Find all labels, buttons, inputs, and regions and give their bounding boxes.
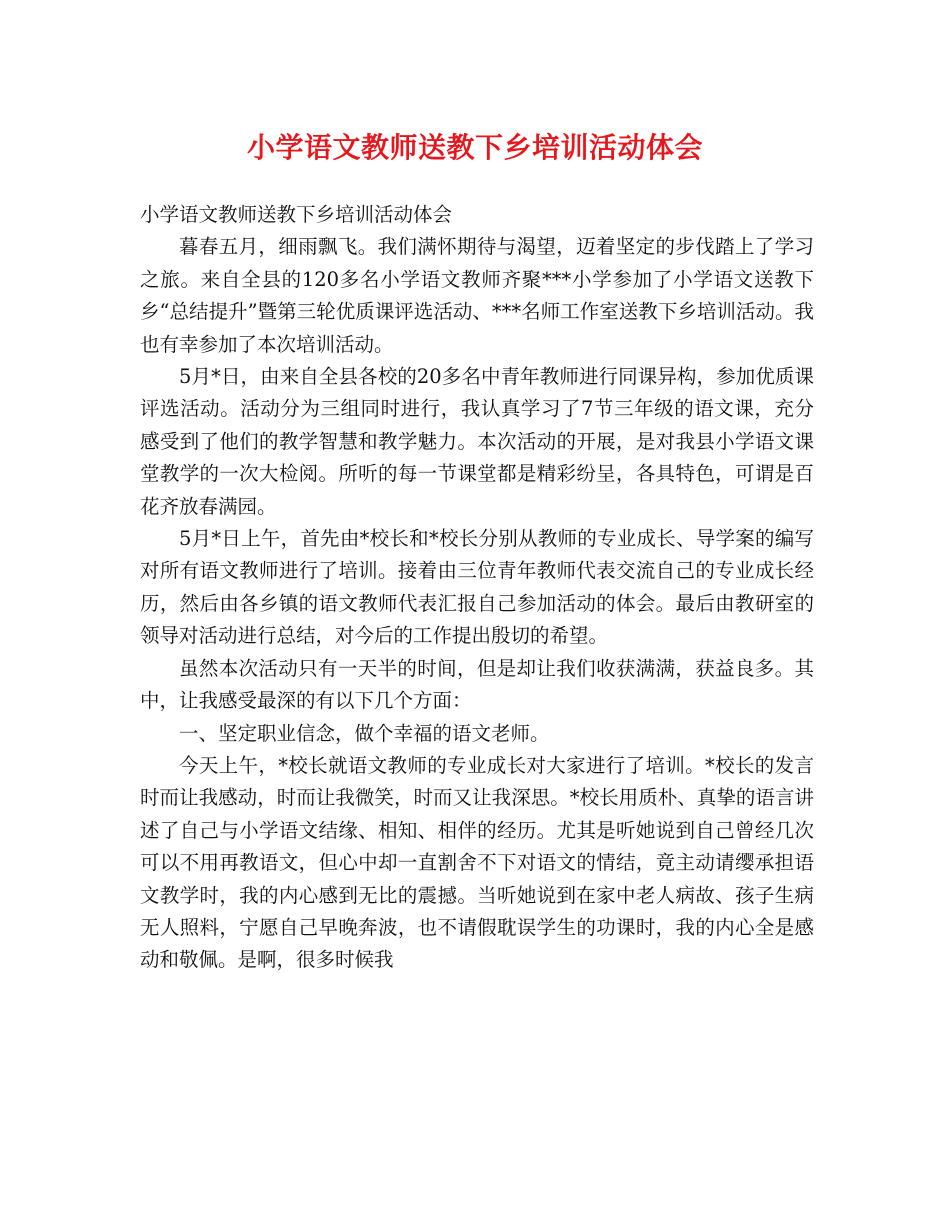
body-paragraph-3: 5月*日上午，首先由*校长和*校长分别从教师的专业成长、导学案的编写对所有语文教师进行了培训。接着由三位青年教师代表交流自己的专业成长经历，然后由各乡镇的语文教师代表汇报自己参加活动的体会。最后由教研室的领导对活动进行总结，对今后的工作提出殷切的希望。 bbox=[140, 527, 814, 648]
body-paragraph-1: 暮春五月，细雨飘飞。我们满怀期待与渴望，迈着坚定的步伐踏上了学习之旅。来自全县的120多名小学语文教师齐聚***小学参加了小学语文送教下乡“总结提升”暨第三轮优质课评选活动、***名师工作室送教下乡培训活动。我也有幸参加了本次培训活动。 bbox=[140, 235, 814, 356]
document-body bbox=[140, 199, 814, 977]
body-paragraph-4: 虽然本次活动只有一天半的时间，但是却让我们收获满满，获益良多。其中，让我感受最深的有以下几个方面： bbox=[140, 656, 814, 713]
body-paragraph-2: 5月*日，由来自全县各校的20多名中青年教师进行同课异构，参加优质课评选活动。活动分为三组同时进行，我认真学习了7节三年级的语文课，充分感受到了他们的教学智慧和教学魅力。本次活动的开展，是对我县小学语文课堂教学的一次大检阅。所听的每一节课堂都是精彩纷呈，各具特色，可谓是百花齐放春满园。 bbox=[140, 365, 814, 518]
section-heading-1: 一、坚定职业信念，做个幸福的语文老师。 bbox=[179, 721, 550, 745]
document-title: 小学语文教师送教下乡培训活动体会 bbox=[246, 131, 703, 164]
subtitle-paragraph: 小学语文教师送教下乡培训活动体会 bbox=[140, 203, 453, 226]
body-paragraph-5: 今天上午，*校长就语文教师的专业成长对大家进行了培训。*校长的发言时而让我感动，时而让我微笑，时而又让我深思。*校长用质朴、真挚的语言讲述了自己与小学语文结缘、相知、相伴的经历。尤其是听她说到自己曾经几次可以不用再教语文，但心中却一直割舍不下对语文的情结，竟主动请缨承担语文教学时，我的内心感到无比的震撼。当听她说到在家中老人病故、孩子生病无人照料，宁愿自己早晚奔波，也不请假耽误学生的功课时，我的内心全是感动和敬佩。是啊，很多时候我 bbox=[140, 753, 814, 972]
